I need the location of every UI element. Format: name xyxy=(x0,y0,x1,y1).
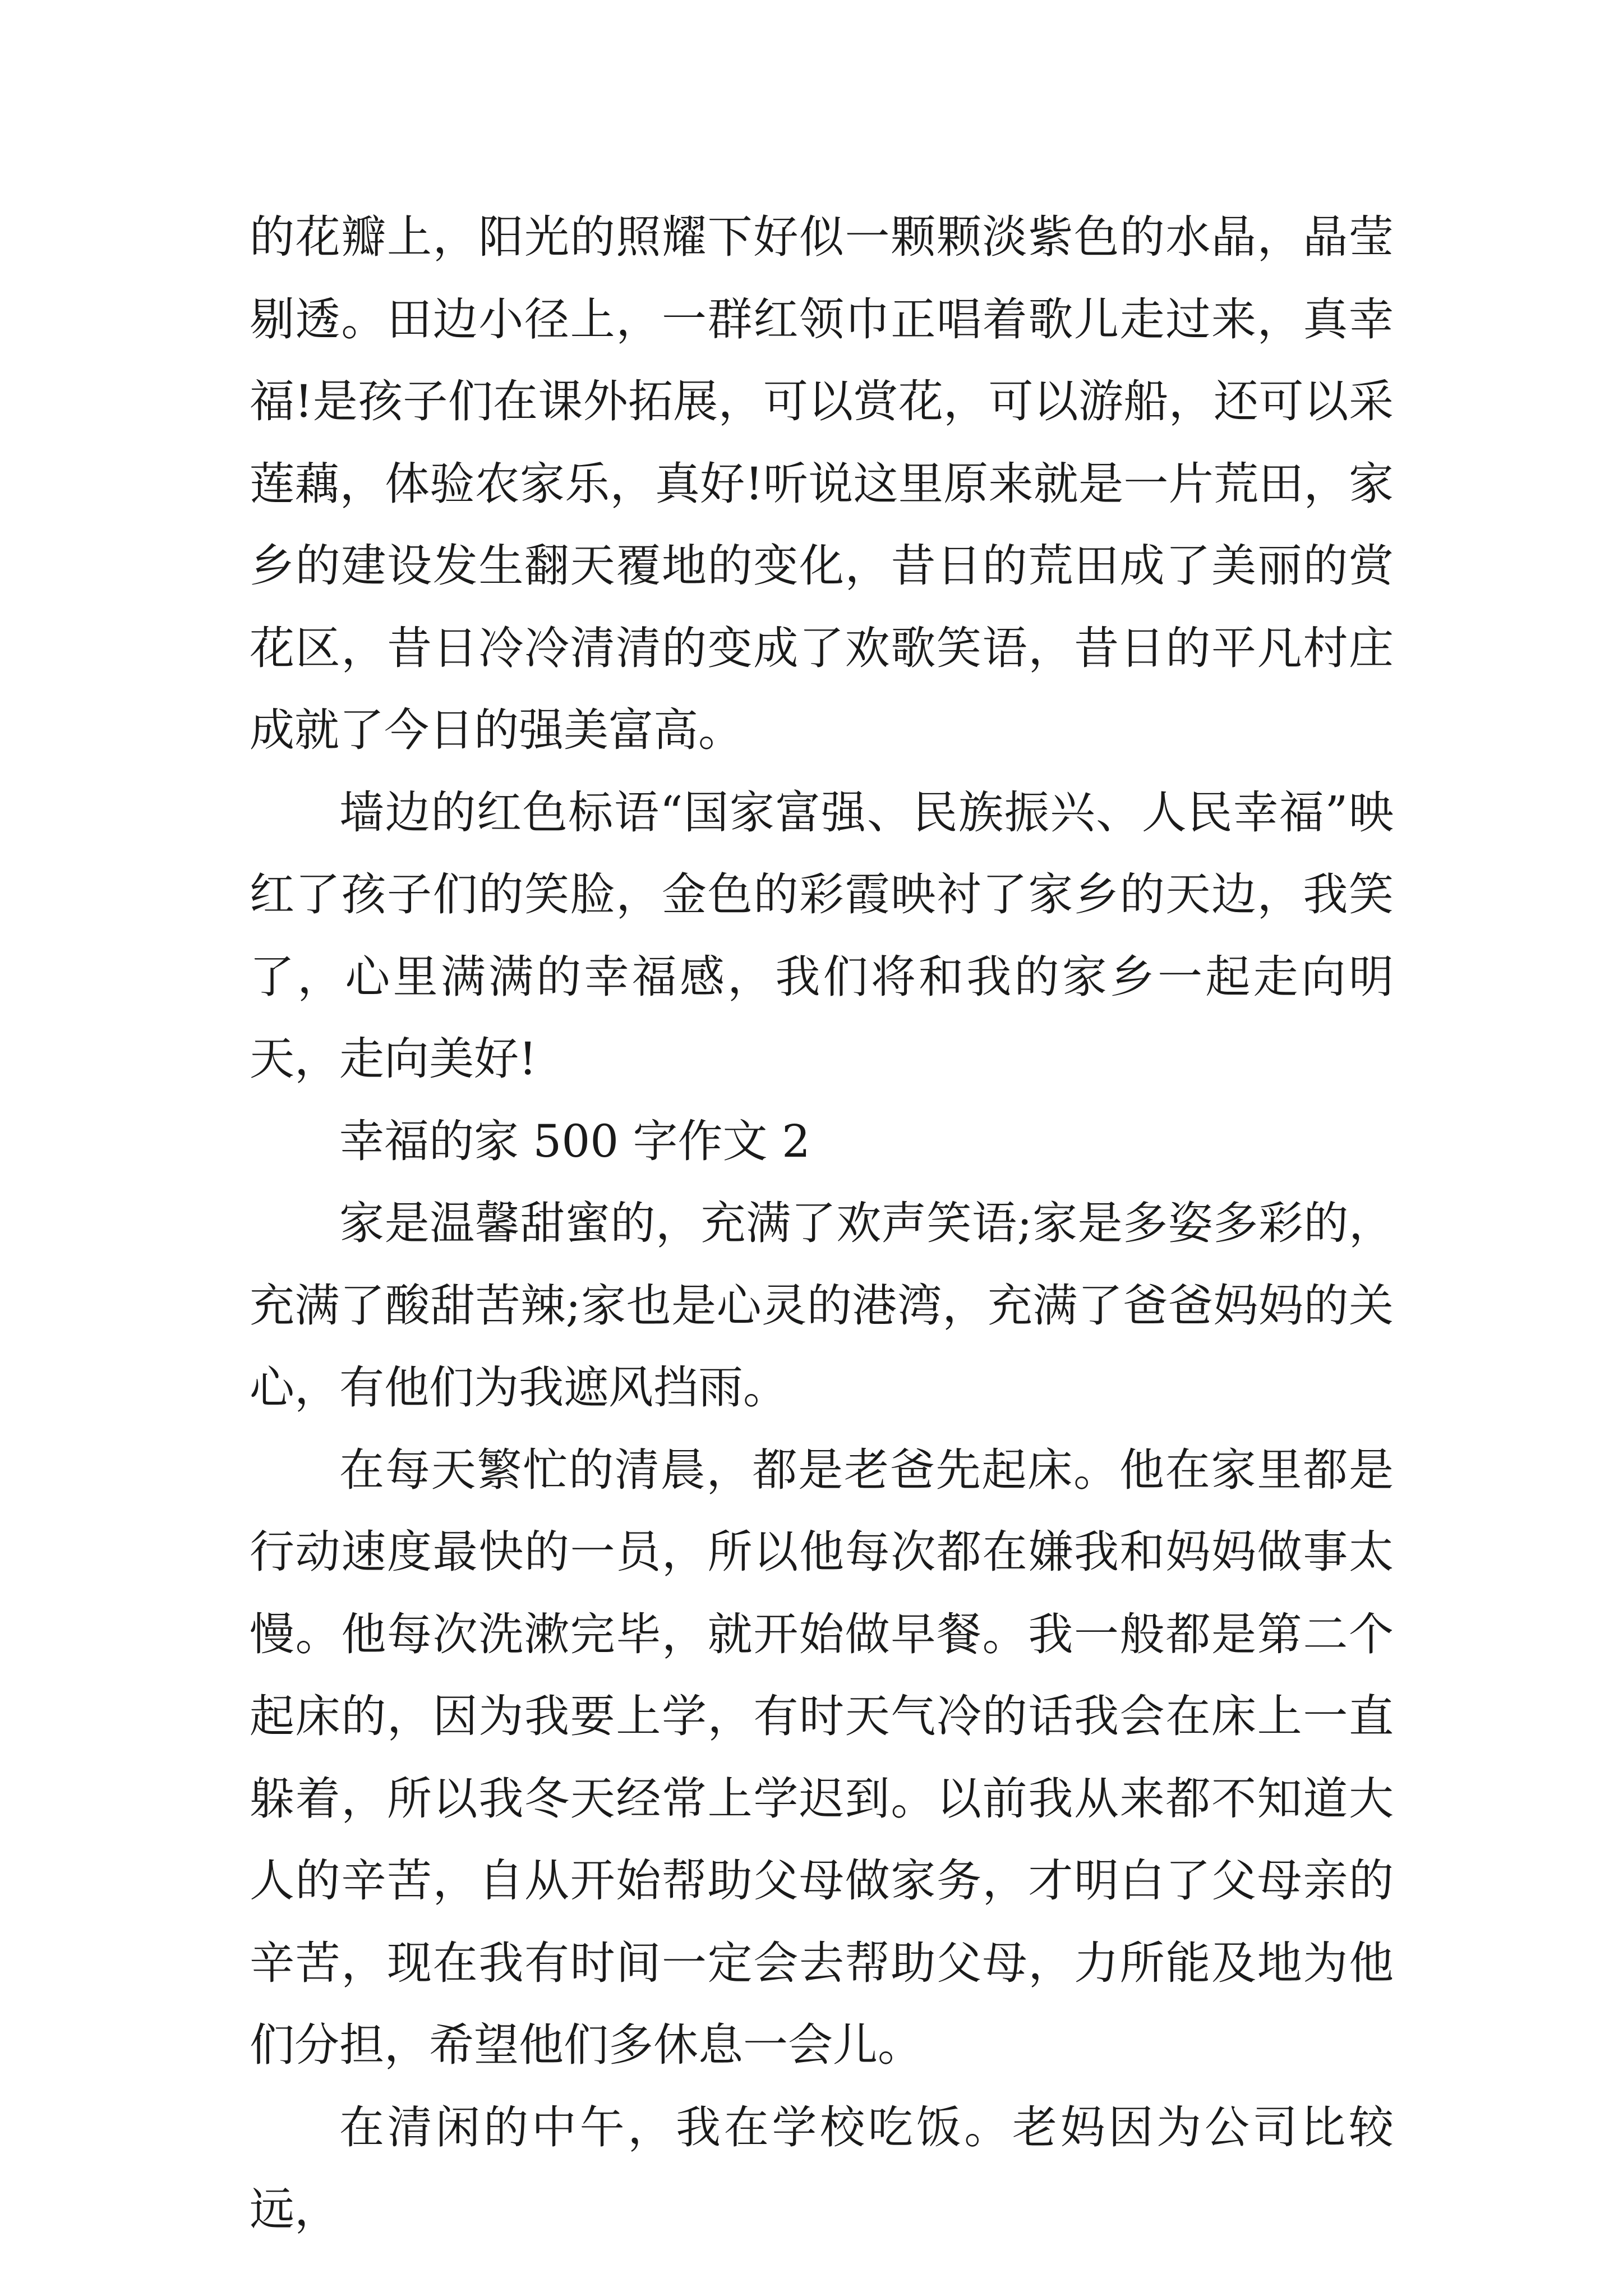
paragraph-4: 在每天繁忙的清晨，都是老爸先起床。他在家里都是行动速度最快的一员，所以他每次都在嫌我和妈妈做事太慢。他每次洗漱完毕，就开始做早餐。我一般都是第二个起床的，因为我要上学，有时天气冷的话我会在床上一直躲着，所以我冬天经常上学迟到。以前我从来都不知道大人的辛苦，自从开始帮助父母做家务，才明白了父母亲的辛苦，现在我有时间一定会去帮助父母，力所能及地为他们分担，希望他们多休息一会儿。 xyxy=(250,1443,1394,2071)
document-body xyxy=(250,196,1394,2251)
paragraph-2: 墙边的红色标语“国家富强、民族振兴、人民幸福”映红了孩子们的笑脸，金色的彩霞映衬了家乡的天边，我笑了，心里满满的幸福感，我们将和我的家乡一起走向明天，走向美好! xyxy=(250,786,1394,1085)
paragraph-1: 的花瓣上，阳光的照耀下好似一颗颗淡紫色的水晶，晶莹剔透。田边小径上，一群红领巾正唱着歌儿走过来，真幸福!是孩子们在课外拓展，可以赏花，可以游船，还可以采莲藕，体验农家乐，真好!听说这里原来就是一片荒田，家乡的建设发生翻天覆地的变化，昔日的荒田成了美丽的赏花区，昔日冷冷清清的变成了欢歌笑语，昔日的平凡村庄成就了今日的强美富高。 xyxy=(250,211,1394,756)
paragraph-5: 在清闲的中午，我在学校吃饭。老妈因为公司比较远， xyxy=(250,2101,1394,2235)
paragraph-3: 家是温馨甜蜜的，充满了欢声笑语;家是多姿多彩的，充满了酸甜苦辣;家也是心灵的港湾，充满了爸爸妈妈的关心，有他们为我遮风挡雨。 xyxy=(250,1197,1394,1414)
section-heading: 幸福的家 500 字作文 2 xyxy=(339,1115,810,1167)
